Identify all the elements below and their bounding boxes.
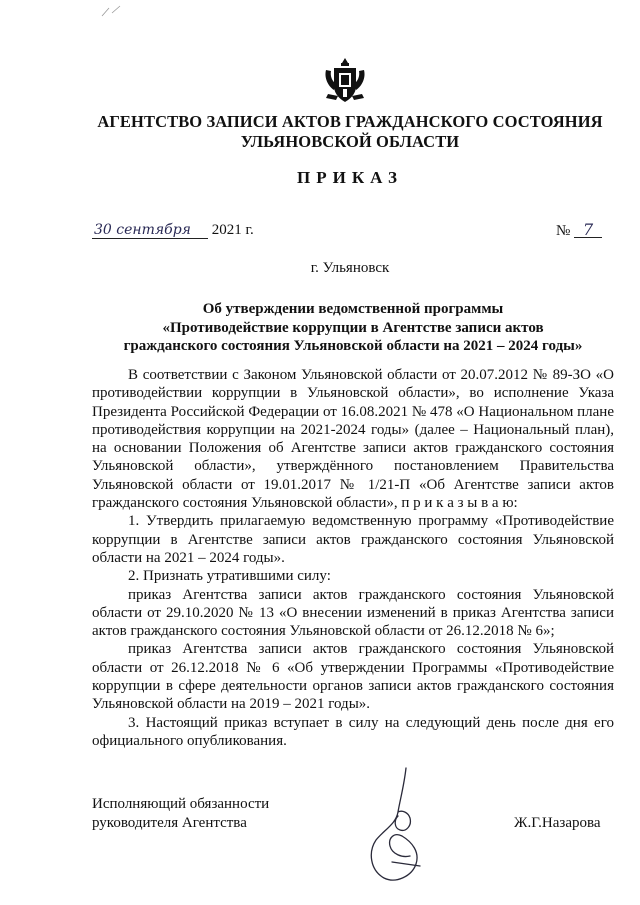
signatory-position-line-1: Исполняющий обязанности [92, 796, 270, 812]
signatory-name: Ж.Г.Назарова [514, 815, 601, 831]
subject-line-2: «Противодействие коррупции в Агентстве записи актов [162, 319, 544, 336]
organization-name [60, 112, 640, 152]
body-paragraph-item-3: 3. Настоящий приказ вступает в силу на следующий день после дня его официального опубликования. [92, 714, 614, 749]
document-subject [92, 300, 614, 356]
document-type: ПРИКАЗ [297, 168, 403, 187]
handwritten-date: 30 сентября [92, 223, 208, 239]
body-paragraph-repealed-2: приказ Агентства записи актов гражданского состояния Ульяновской области от 26.12.2018 № 6 «Об утверждении Программы «Противодействие коррупции в сфере деятельности органов записи актов гражданского состояния Ульяновской области на 2019 – 2021 годы». [92, 641, 614, 713]
org-name-line-2: УЛЬЯНОВСКОЙ ОБЛАСТИ [240, 132, 460, 151]
number-label: № [556, 223, 571, 239]
document-body [92, 366, 614, 750]
handwritten-signature-icon [354, 766, 444, 886]
body-paragraph-item-1: 1. Утвердить прилагаемую ведомственную программу «Противодействие коррупции в Агентстве записи актов гражданского состояния Ульяновской области на 2021 – 2024 годы». [92, 513, 614, 566]
subject-line-3: гражданского состояния Ульяновской области на 2021 – 2024 годы» [123, 338, 583, 354]
coat-of-arms-icon [322, 56, 368, 104]
body-paragraph-item-2: 2. Признать утратившими силу: [128, 568, 331, 585]
document-number [556, 222, 602, 240]
handwritten-number: 7 [574, 222, 602, 238]
body-paragraph-repealed-1: приказ Агентства записи актов гражданского состояния Ульяновской области от 29.10.2020 № 13 «О внесении изменений в приказ Агентства записи актов гражданского состояния Ульяновской области от 26.12.2018 № 6»; [92, 586, 614, 640]
org-name-line-1: АГЕНТСТВО ЗАПИСИ АКТОВ ГРАЖДАНСКОГО СОСТОЯНИЯ [97, 112, 603, 131]
signatory-position [92, 795, 269, 833]
body-paragraph-preamble: В соответствии с Законом Ульяновской области от 20.07.2012 № 89-ЗО «О противодействии коррупции в Ульяновской области», во исполнение Указа Президента Российской Федерации от 16.08.2021 № 478 «О Национальном плане противодействия коррупции на 2021-2024 годы» (далее – Национальный план), на основании Положения об Агентстве записи актов гражданского состояния Ульяновской области», утверждённого постановлением Правительства Ульяновской области от 19.01.2017 № 1/21-П «Об Агентстве записи актов гражданского состояния Ульяновской области», п р и к а з ы в а ю: [92, 367, 614, 512]
subject-line-1: Об утверждении ведомственной программы [202, 301, 504, 317]
scan-mark-icon [100, 4, 122, 18]
document-city: г. Ульяновск [310, 260, 390, 276]
document-date [92, 222, 254, 239]
document-year: 2021 г. [211, 222, 254, 238]
signatory-position-line-2: руководителя Агентства [92, 815, 247, 831]
